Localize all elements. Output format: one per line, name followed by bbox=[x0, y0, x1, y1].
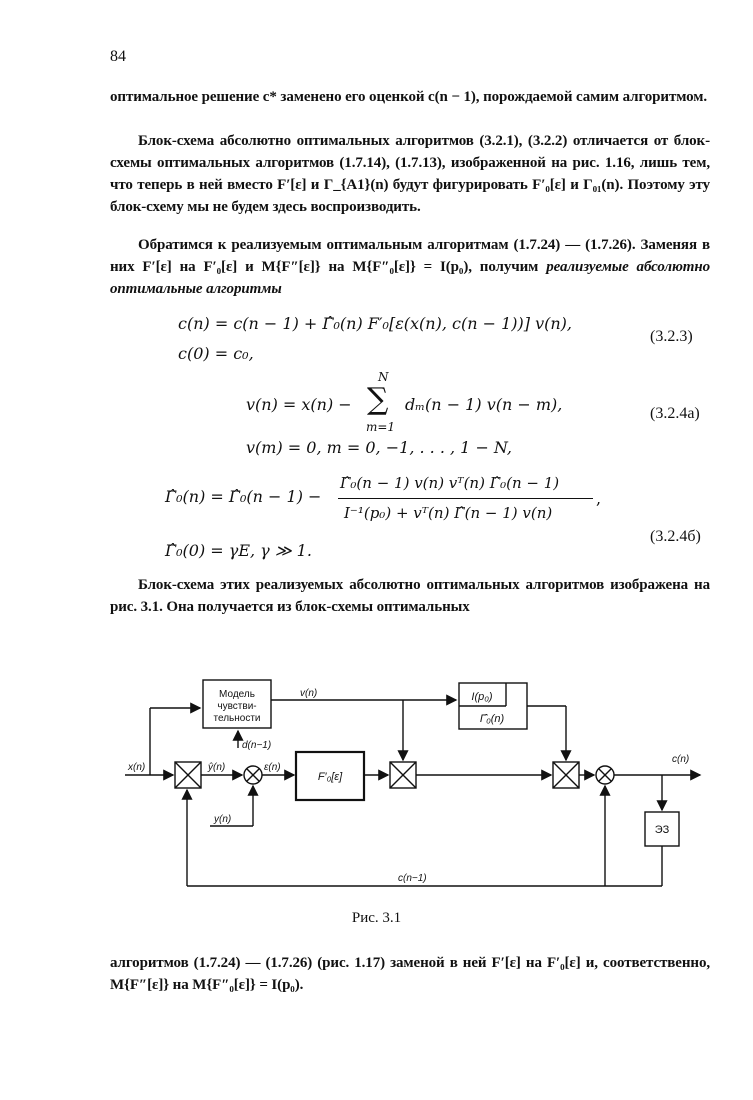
page-number: 84 bbox=[110, 48, 126, 65]
cprev-label: c(n−1) bbox=[398, 873, 427, 884]
y-label: y(n) bbox=[214, 814, 232, 825]
yhat-label: ŷ(n) bbox=[208, 762, 226, 773]
equation-3-2-4b-line2: Γ̂₀(0) = γE, γ ≫ 1. bbox=[165, 541, 312, 560]
c-label: c(n) bbox=[672, 754, 690, 765]
figure-caption: Рис. 3.1 bbox=[351, 910, 402, 926]
fraction-numerator: Γ̂₀(n − 1) v(n) vᵀ(n) Γ̂₀(n − 1) bbox=[340, 474, 560, 492]
sum-lower-limit: m=1 bbox=[366, 420, 396, 434]
equation-3-2-4a-line2: v(m) = 0, m = 0, −1, . . . , 1 − N, bbox=[246, 438, 512, 457]
paragraph-5: алгоритмов (1.7.24) — (1.7.26) (рис. 1.17) заменой в ней F′[ε] на F′₀[ε] и, соответственно, M{F″[ε]} на M{F″₀[ε]} = I(p₀). bbox=[110, 955, 710, 993]
equation-number-3-2-3: (3.2.3) bbox=[650, 328, 693, 345]
sum-sign: ∑ bbox=[367, 382, 389, 417]
paragraph-3-text: Обратимся к реализуемым оптимальным алгоритмам (1.7.24) — (1.7.26). Заменяя в них F′[ε] на F′₀[ε] и M{F″[ε]} на M{F″₀[ε]} = I(p₀), получим bbox=[110, 237, 710, 275]
d-label: d(n−1) bbox=[242, 740, 272, 751]
equation-3-2-4b-lhs: Γ̂₀(n) = Γ̂₀(n − 1) − bbox=[165, 487, 322, 506]
equation-3-2-3-line1: c(n) = c(n − 1) + Γ̂₀(n) F′₀[ε(x(n), c(n − 1))] v(n), bbox=[178, 314, 572, 333]
nonlinearity-label: F′₀[ε] bbox=[317, 771, 343, 783]
x-label: x(n) bbox=[128, 762, 146, 773]
fraction-bar bbox=[338, 498, 593, 499]
ip-label: I(p₀) bbox=[471, 691, 493, 703]
equation-3-2-4a-rhs: dₘ(n − 1) v(n − m), bbox=[405, 395, 563, 414]
equation-3-2-4a-lhs: v(n) = x(n) − bbox=[246, 395, 352, 414]
v-label: v(n) bbox=[300, 688, 318, 699]
gamma-label: Γ̂₀(n) bbox=[479, 713, 505, 725]
model-block-label-1: Модель bbox=[219, 689, 255, 700]
fraction-denominator: I⁻¹(p₀) + vᵀ(n) Γ̂(n − 1) v(n) bbox=[344, 504, 553, 522]
fraction-comma: , bbox=[596, 489, 602, 508]
sum-upper-limit: N bbox=[378, 370, 389, 384]
equation-number-3-2-4a: (3.2.4а) bbox=[650, 405, 700, 422]
eps-label: ε(n) bbox=[264, 762, 281, 773]
paragraph-3 bbox=[110, 234, 710, 300]
delay-label: ЭЗ bbox=[654, 824, 670, 836]
model-block-label-3: тельности bbox=[213, 713, 261, 724]
paragraph-2: Блок-схема абсолютно оптимальных алгоритмов (3.2.1), (3.2.2) отличается от блок-схемы оптимальных алгоритмов (1.7.14), (1.7.13), изображенной на рис. 1.16, лишь тем, что теперь в ней вместо F′[ε] и Γ_{A1}(n) будут фигурировать F′₀[ε] и Γ₀₁(n). Поэтому эту блок-схему мы не будем здесь воспроизводить. bbox=[110, 133, 710, 215]
paragraph-3-emphasis: реализуемые абсолютно оптимальные алгоритмы bbox=[110, 259, 710, 297]
equation-number-3-2-4b: (3.2.4б) bbox=[650, 528, 701, 545]
block-diagram bbox=[0, 650, 753, 910]
paragraph-4: Блок-схема этих реализуемых абсолютно оптимальных алгоритмов изображена на рис. 3.1. Она получается из блок-схемы оптимальных bbox=[110, 577, 710, 615]
equation-3-2-3-line2: c(0) = c₀, bbox=[178, 344, 254, 363]
paragraph-1: оптимальное решение c* заменено его оценкой c(n − 1), порождаемой самим алгоритмом. bbox=[110, 89, 708, 105]
model-block-label-2: чувстви- bbox=[217, 701, 257, 712]
